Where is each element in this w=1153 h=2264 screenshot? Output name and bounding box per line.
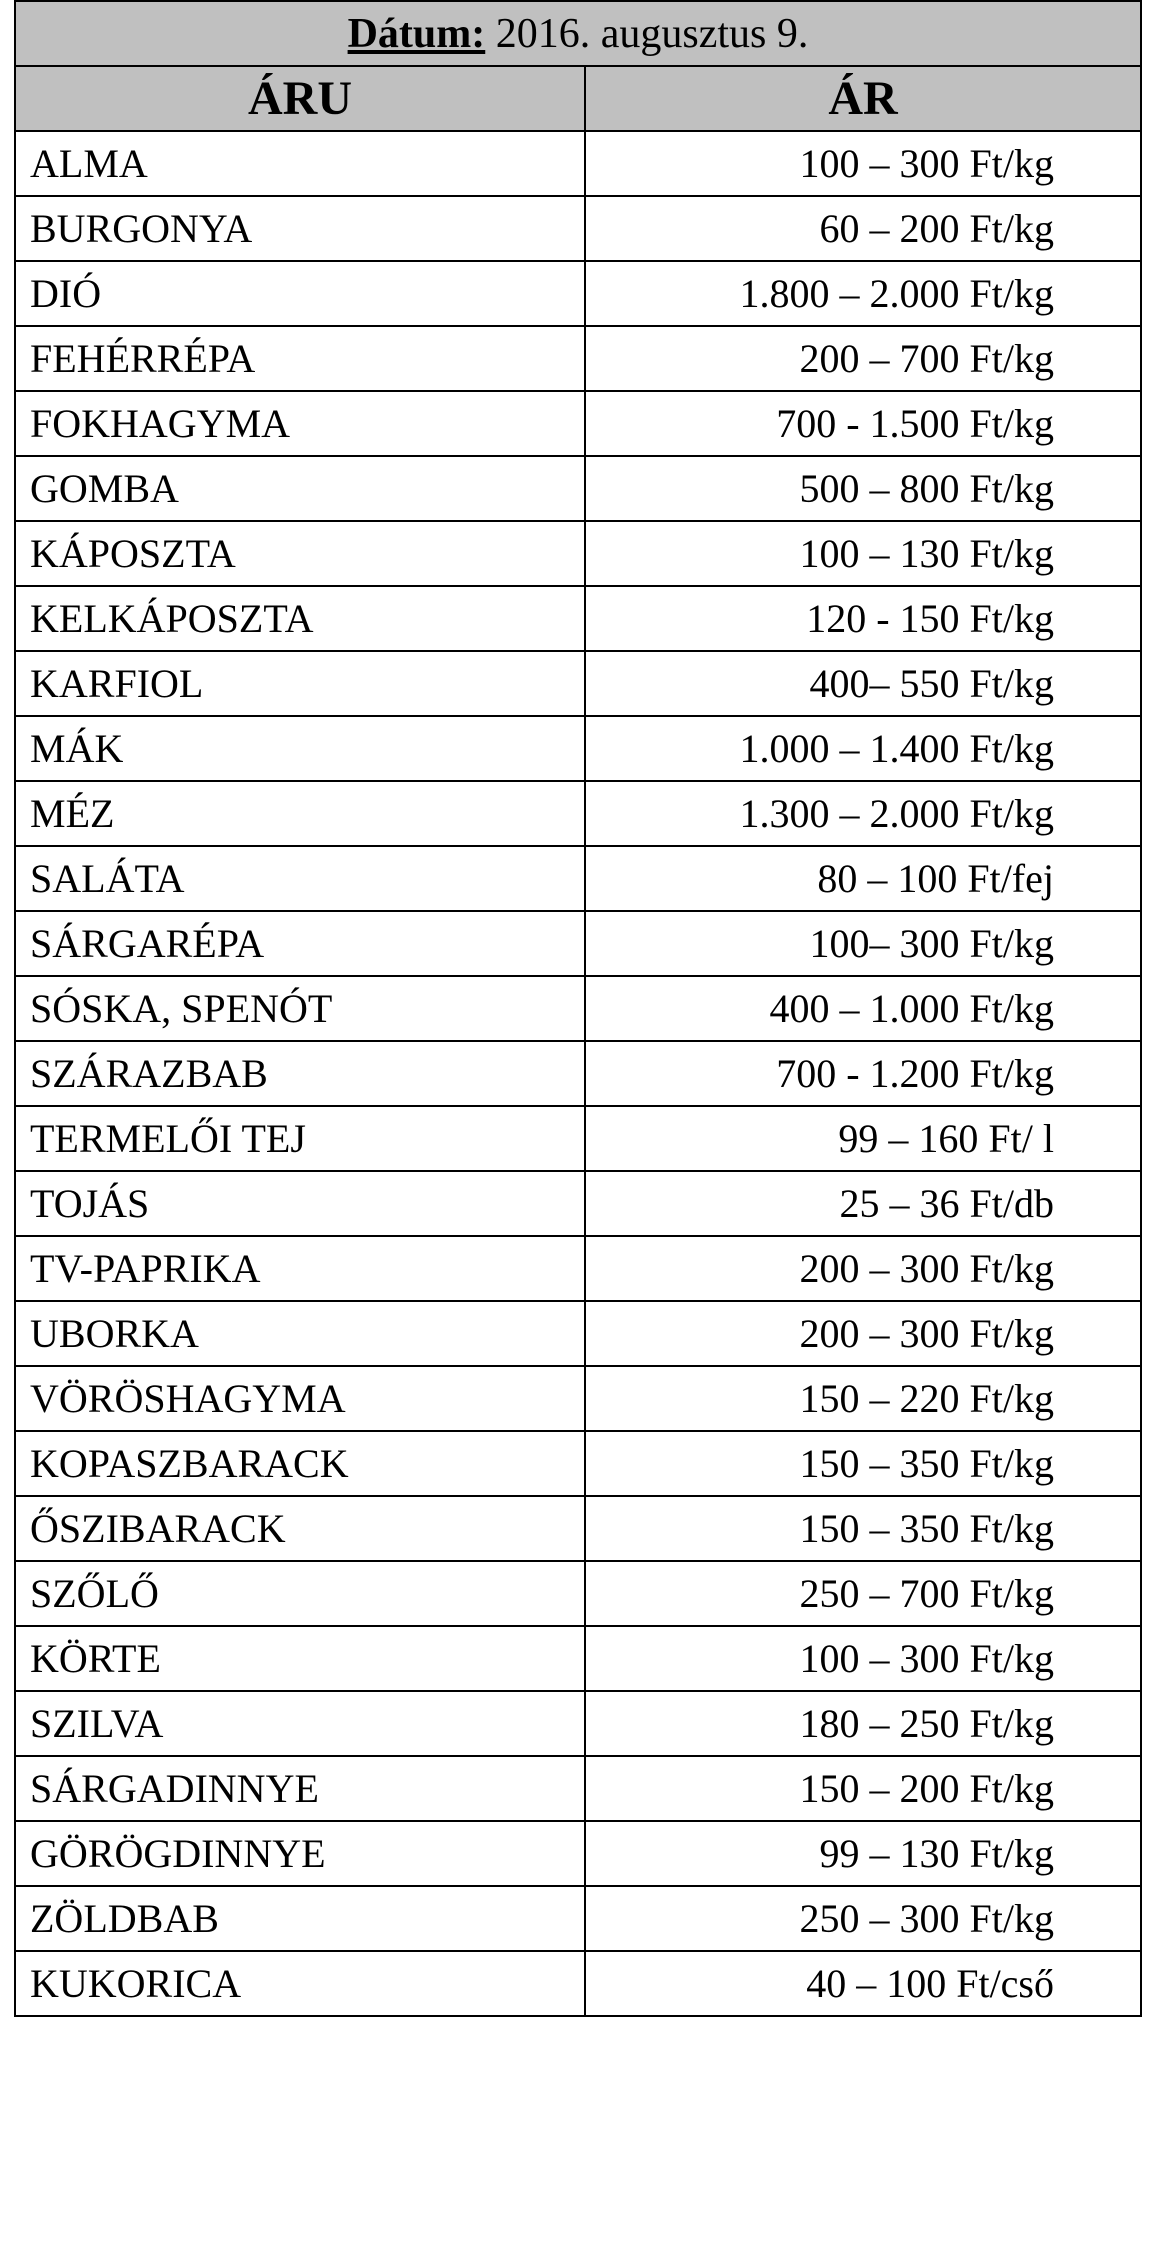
item-name-cell: ALMA [15,131,585,196]
table-row [15,716,1141,781]
table-row [15,1561,1141,1626]
item-name-cell: SALÁTA [15,846,585,911]
table-row [15,1171,1141,1236]
item-name-cell: GOMBA [15,456,585,521]
price-cell: 500 – 800 Ft/kg [585,456,1141,521]
date-value: 2016. augusztus 9. [495,10,809,57]
table-row [15,1236,1141,1301]
table-row [15,1496,1141,1561]
item-name-cell: KÖRTE [15,1626,585,1691]
table-row [15,1041,1141,1106]
item-name-cell: SÁRGADINNYE [15,1756,585,1821]
table-row [15,586,1141,651]
table-row [15,1626,1141,1691]
date-label: Dátum: [347,10,486,57]
item-name-cell: KARFIOL [15,651,585,716]
item-name-cell: FEHÉRRÉPA [15,326,585,391]
table-row [15,651,1141,716]
item-name-cell: GÖRÖGDINNYE [15,1821,585,1886]
table-row [15,1756,1141,1821]
price-cell: 40 – 100 Ft/cső [585,1951,1141,2016]
price-cell: 150 – 220 Ft/kg [585,1366,1141,1431]
price-cell: 120 - 150 Ft/kg [585,586,1141,651]
table-row [15,391,1141,456]
item-name-cell: SZILVA [15,1691,585,1756]
item-name-cell: BURGONYA [15,196,585,261]
table-row [15,1951,1141,2016]
price-cell: 200 – 300 Ft/kg [585,1301,1141,1366]
table-row [15,261,1141,326]
date-cell [15,1,1141,66]
column-header-price: ÁR [585,66,1141,131]
column-header-item: ÁRU [15,66,585,131]
item-name-cell: ŐSZIBARACK [15,1496,585,1561]
price-cell: 150 – 350 Ft/kg [585,1496,1141,1561]
item-name-cell: SÓSKA, SPENÓT [15,976,585,1041]
price-table [14,0,1142,2017]
item-name-cell: KELKÁPOSZTA [15,586,585,651]
item-name-cell: VÖRÖSHAGYMA [15,1366,585,1431]
item-name-cell: KUKORICA [15,1951,585,2016]
price-cell: 150 – 200 Ft/kg [585,1756,1141,1821]
price-cell: 250 – 700 Ft/kg [585,1561,1141,1626]
item-name-cell: ZÖLDBAB [15,1886,585,1951]
price-cell: 60 – 200 Ft/kg [585,196,1141,261]
price-cell: 1.300 – 2.000 Ft/kg [585,781,1141,846]
price-cell: 25 – 36 Ft/db [585,1171,1141,1236]
table-row [15,131,1141,196]
price-cell: 1.800 – 2.000 Ft/kg [585,261,1141,326]
item-name-cell: SÁRGARÉPA [15,911,585,976]
item-name-cell: DIÓ [15,261,585,326]
price-cell: 1.000 – 1.400 Ft/kg [585,716,1141,781]
table-row [15,326,1141,391]
table-row [15,1691,1141,1756]
item-name-cell: FOKHAGYMA [15,391,585,456]
table-row [15,1301,1141,1366]
table-row [15,781,1141,846]
price-cell: 100 – 300 Ft/kg [585,1626,1141,1691]
table-row [15,1106,1141,1171]
price-cell: 700 - 1.200 Ft/kg [585,1041,1141,1106]
price-cell: 80 – 100 Ft/fej [585,846,1141,911]
item-name-cell: TV-PAPRIKA [15,1236,585,1301]
table-row [15,1366,1141,1431]
price-cell: 99 – 160 Ft/ l [585,1106,1141,1171]
table-row [15,456,1141,521]
price-cell: 250 – 300 Ft/kg [585,1886,1141,1951]
item-name-cell: TERMELŐI TEJ [15,1106,585,1171]
column-header-row [15,66,1141,131]
table-row [15,1431,1141,1496]
item-name-cell: MÁK [15,716,585,781]
table-row [15,846,1141,911]
item-name-cell: SZÁRAZBAB [15,1041,585,1106]
price-cell: 100 – 130 Ft/kg [585,521,1141,586]
item-name-cell: TOJÁS [15,1171,585,1236]
table-row [15,1821,1141,1886]
price-cell: 100– 300 Ft/kg [585,911,1141,976]
item-name-cell: SZŐLŐ [15,1561,585,1626]
item-name-cell: MÉZ [15,781,585,846]
table-row [15,976,1141,1041]
price-cell: 99 – 130 Ft/kg [585,1821,1141,1886]
price-cell: 200 – 300 Ft/kg [585,1236,1141,1301]
table-body [15,131,1141,2016]
item-name-cell: KOPASZBARACK [15,1431,585,1496]
item-name-cell: UBORKA [15,1301,585,1366]
table-row [15,196,1141,261]
table-row [15,1886,1141,1951]
price-cell: 400 – 1.000 Ft/kg [585,976,1141,1041]
price-cell: 100 – 300 Ft/kg [585,131,1141,196]
table-row [15,911,1141,976]
price-cell: 400– 550 Ft/kg [585,651,1141,716]
price-cell: 180 – 250 Ft/kg [585,1691,1141,1756]
date-row [15,1,1141,66]
table-row [15,521,1141,586]
price-cell: 150 – 350 Ft/kg [585,1431,1141,1496]
price-cell: 200 – 700 Ft/kg [585,326,1141,391]
price-cell: 700 - 1.500 Ft/kg [585,391,1141,456]
item-name-cell: KÁPOSZTA [15,521,585,586]
